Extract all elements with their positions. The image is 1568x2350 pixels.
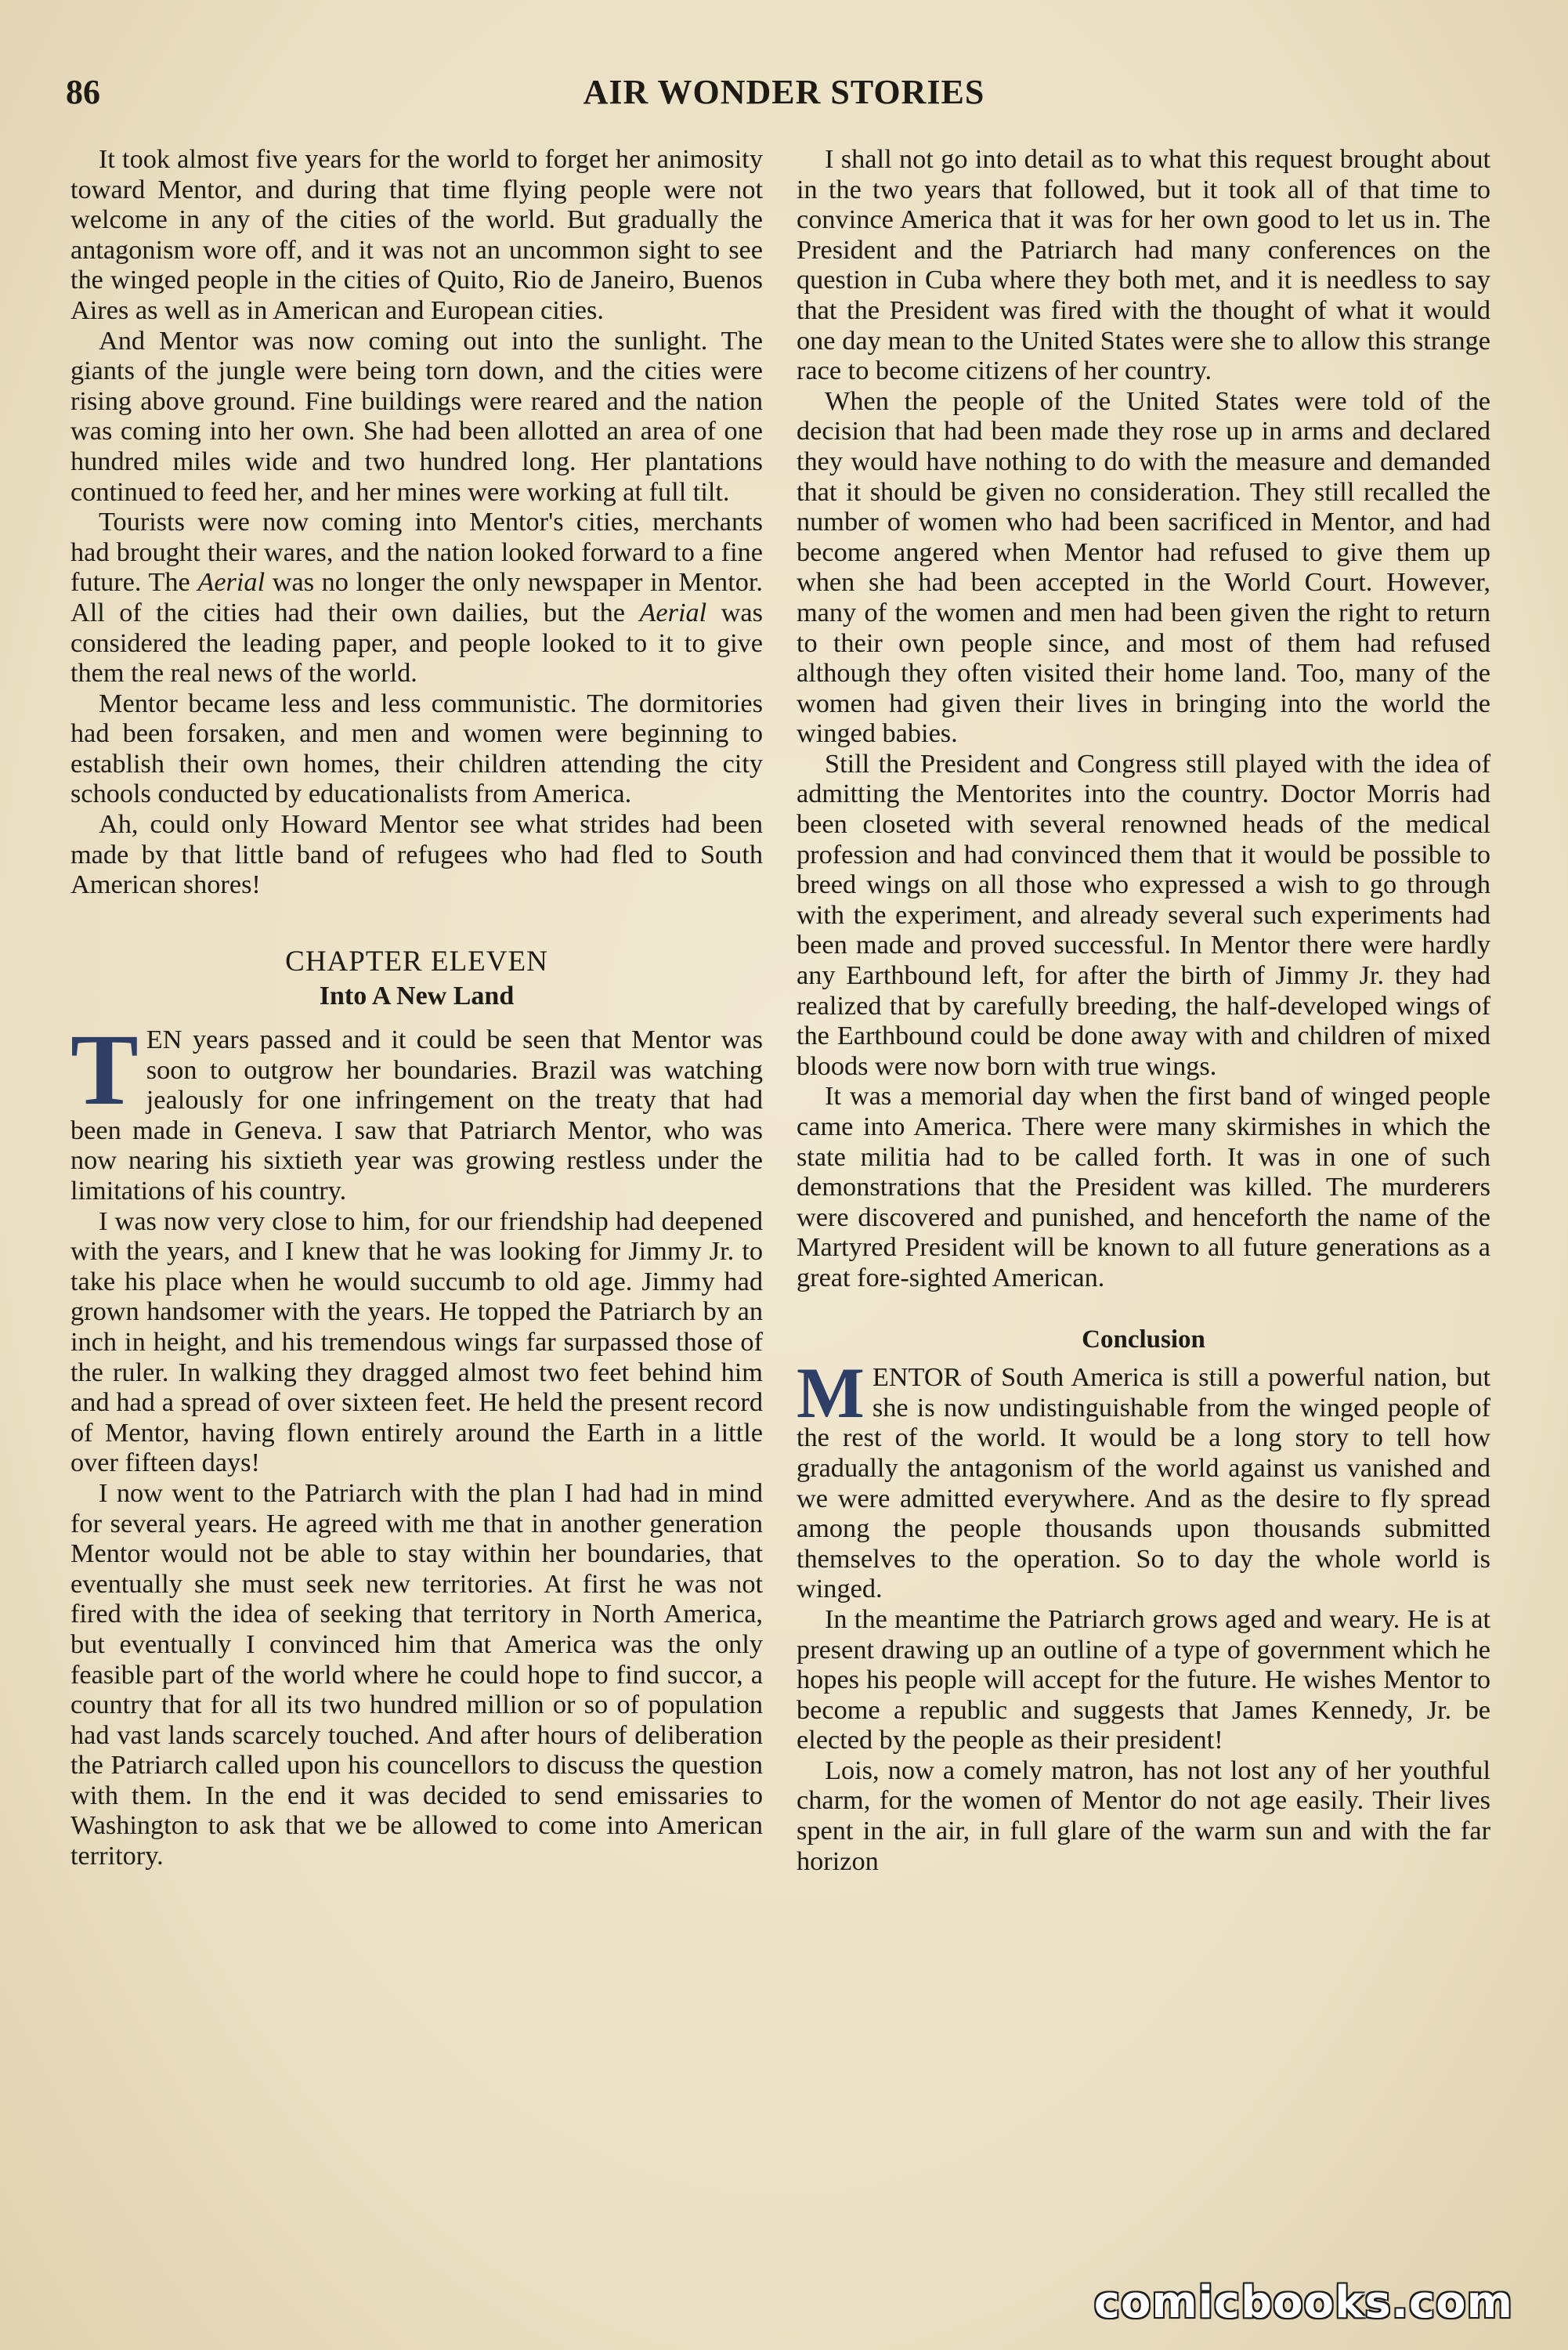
paragraph: It was a memorial day when the first band of winged people came into America. There were many skirmishes in which the state militia had to be called forth. It was in one of such demonstrations that the President was killed. The murderers were discovered and punished, and henceforth the name of the Martyred President will be known to all future generations as a great fore-sighted American.: [797, 1081, 1490, 1292]
page-number: 86: [66, 73, 100, 111]
paragraph: [797, 1353, 1490, 1604]
paragraph: When the people of the United States were told of the decision that had been made they rose up in arms and declared they would have nothing to do with the measure and demanded that it should be given no consideration. They still recalled the number of women who had been sacrificed in Mentor, and had become angered when Mentor had refused to give them up when she had been accepted in the World Court. However, many of the women and men had been given the right to return to their own people since, and most of them had refused although they often visited their home land. Too, many of the women had given their lives in bringing into the world the winged babies.: [797, 385, 1490, 749]
chapter-title: CHAPTER ELEVEN: [285, 945, 548, 978]
section-title: Conclusion: [1082, 1325, 1205, 1354]
paragraph: [70, 507, 763, 689]
paragraph: Mentor became less and less communistic. The dormitories had been forsaken, and men and women were beginning to establish their own homes, their children attending the city schools conducted by educationalists from America.: [70, 688, 763, 809]
paragraph: I shall not go into detail as to what this request brought about in the two years that followed, but it took all of that time to convince America that it was for her own good to let us in. The President and the Patriarch had many conferences on the question in Cuba where they both met, and it is needless to say that the President was fired with the thought of what it would one day mean to the United States were she to allow this strange race to become citizens of her country.: [797, 144, 1490, 386]
drop-cap: M: [797, 1353, 865, 1434]
paragraph: Still the President and Congress still played with the idea of admitting the Mentorites into the country. Doctor Morris had been closeted with several renowned heads of the medical profession and had convinced them that it would be possible to breed wings on all those who expressed a wish to go through with the experiment, and already several such experiments had been made and proved successful. In Mentor there were hardly any Earthbound left, for after the birth of Jimmy Jr. they had realized that by carefully breeding, the half-developed wings of the Earthbound could be done away with and children of mixed bloods were now born with true wings.: [797, 748, 1490, 1081]
text-run: ENTOR of South America is still a powerful nation, but she is now undistinguishable from the winged people of the rest of the world. It would be a long story to tell how gradually the antagonism of the world against us vanished and we were admitted everywhere. And as the desire to fly spread among the people thousands upon thousands submitted themselves to the operation. So to day the whole world is winged.: [797, 1362, 1490, 1604]
paragraph: [70, 1014, 763, 1206]
paragraph: Ah, could only Howard Mentor see what strides had been made by that little band of refugees who had fled to South American shores!: [70, 809, 763, 900]
paragraph: I now went to the Patriarch with the plan I had had in mind for several years. He agreed with me that in another generation Mentor would not be able to stay within her boundaries, that eventually she must seek new territories. At first he was not fired with the idea of seeking that territory in North America, but eventually I convinced him that America was the only feasible part of the world where he could hope to find succor, a country that for all its two hundred million or so of population had vast lands scarcely touched. And after hours of deliberation the Patriarch called upon his councellors to discuss the question with them. In the end it was decided to send emissaries to Washington to ask that we be allowed to come into American territory.: [70, 1477, 763, 1871]
text-run: was considered the leading paper, and people looked to it to give them the real news of the world.: [70, 597, 763, 689]
text-run: Tourists were now coming into Mentor's cities, merchants had brought their wares, and the nation looked forward to a fine future. The: [70, 507, 763, 598]
paragraph: And Mentor was now coming out into the sunlight. The giants of the jungle were being torn down, and the cities were rising above ground. Fine buildings were reared and the nation was coming into her own. She had been allotted an area of one hundred miles wide and two hundred long. Her plantations continued to feed her, and her mines were working at full tilt.: [70, 325, 763, 507]
text-run: EN years passed and it could be seen that Mentor was soon to outgrow her boundaries. Brazil was watching jealously for one infringement on the treaty that had been made in Geneva. I saw that Patriarch Mentor, who was now nearing his sixtieth year was growing restless under the limitations of his country.: [70, 1025, 763, 1206]
newspaper-name: Aerial: [197, 567, 266, 598]
paragraph: Lois, now a comely matron, has not lost any of her youthful charm, for the women of Mentor do not age easily. Their lives spent in the air, in full glare of the warm sun and with the far horizon: [797, 1755, 1490, 1876]
right-column: [797, 144, 1490, 1876]
paragraph: I was now very close to him, for our friendship had deepened with the years, and I knew that he was looking for Jimmy Jr. to take his place when he would succumb to old age. Jimmy had grown handsomer with the years. He topped the Patriarch by an inch in height, and his tremendous wings far surpassed those of the ruler. In walking they dragged almost two feet behind him and had a spread of over sixteen feet. He held the present record of Mentor, having flown entirely around the Earth in a little over fifteen days!: [70, 1206, 763, 1478]
drop-cap: T: [70, 1014, 139, 1127]
watermark: comicbooks.com: [1093, 2277, 1513, 2328]
text-run: was no longer the only newspaper in Mentor. All of the cities had their own dailies, but the: [70, 567, 763, 627]
paragraph: In the meantime the Patriarch grows aged and weary. He is at present drawing up an outline of a type of government which he hopes his people will accept for the future. He wishes Mentor to become a republic and suggests that James Kennedy, Jr. be elected by the people as their president!: [797, 1603, 1490, 1755]
chapter-subtitle: Into A New Land: [319, 982, 515, 1011]
newspaper-name: Aerial: [639, 597, 707, 627]
running-head: AIR WONDER STORIES: [583, 73, 985, 111]
left-column: [70, 144, 763, 1871]
paragraph: It took almost five years for the world to forget her animosity toward Mentor, and during that time flying people were not welcome in any of the cities of the world. But gradually the antagonism wore off, and it was not an uncommon sight to see the winged people in the cities of Quito, Rio de Janeiro, Buenos Aires as well as in American and European cities.: [70, 144, 763, 325]
